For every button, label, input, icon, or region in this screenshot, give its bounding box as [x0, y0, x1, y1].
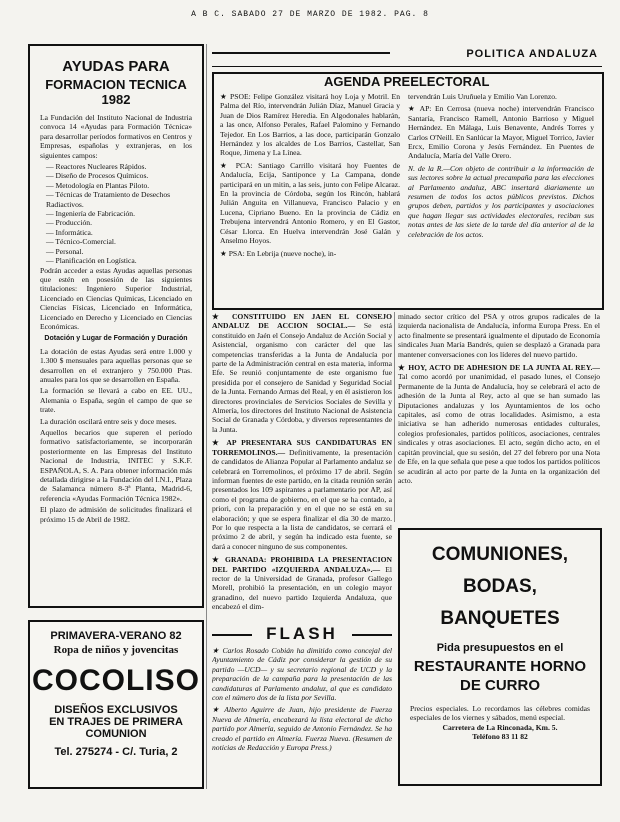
list-item: — Producción.	[46, 218, 192, 227]
list-item: — Informática.	[46, 228, 192, 237]
ayudas-duration: La duración oscilará entre seis y doce meses.	[40, 416, 177, 426]
comuniones-line9: Teléfono 83 11 82	[472, 732, 528, 742]
list-item: — Planificación en Logística.	[46, 256, 192, 265]
news-body-1: Se está constituido en Jaén el Consejo Andaluz de Acción Social y Asistencial, organismo con carácter del que las competencias transferidas a la Junta de Andalucía por parte de la Administración central en esta materia, informa Efe. Se reunió conjuntamente de este organismo fue presidida por el consejero de Sanidad y Seguridad Social de la Junta. Fernando Armas del Real, y en él asistieron los directores provinciales de Servicios Sociales de Sevilla y Almería, los directores del Instituto Nacional de Asistencia Social de Granada y Córdoba, y diversos representantes de la Junta.	[212, 321, 392, 434]
comuniones-line6: DE CURRO	[459, 677, 540, 694]
ayudas-intro: La Fundación del Instituto Nacional de Industria convoca 14 «Ayudas para Formación Técnica» para desarrollar períodos formativos en Centros y Empresas, españolas y extranjeras, en los siguientes campos:	[40, 113, 192, 160]
agenda-note: N. de la R.—Con objeto de contribuir a la información de sus lectores sobre la actual precampaña para las elecciones al Parlamento andaluz, ABC insertará diariamente un resumen de todos los actos públicos previstos. Dichos grupos deben, partidos y los participantes y asociaciones que hagan llegar sus actividades electorales, reciban sus notas antes de las siete de la tarde del día anterior al de la celebración de los actos.	[408, 163, 594, 239]
comuniones-line4: Pida presupuestos en el	[436, 642, 564, 654]
news-head-5: ★ HOY, ACTO DE ADHESION DE LA JUNTA AL REY.—	[398, 363, 600, 373]
comuniones-line3: BANQUETES	[440, 608, 560, 629]
agenda-title: AGENDA PREELECTORAL	[324, 74, 490, 89]
ayudas-place: La formación se llevará a cabo en EE. UU., Alemania o España, según el campo de que se trate.	[40, 386, 192, 415]
news-body-4: minado sector crítico del PSA y otros grupos radicales de la izquierda nacionalista de Andalucía, informa Europa Press. En el acto finalmente se presentará igualmente el diputado de Economía sindicales Juan María Bandrés, quien se desplazó a Granada para mantener conversaciones con los líderes del nuevo partido.	[398, 312, 600, 359]
section-title: POLITICA ANDALUZA	[466, 48, 598, 60]
flash-item-2: ★ Alberto Aguirre de Juan, hijo presidente de Fuerza Nueva de Almería, encabezará la lista electoral de dicho partido por Almería, seguido de Antonio Fernández. Se ha creado el partido en Almería. Fuerza Nueva. (Resumen de noticias de Redacción y Europa Press.)	[212, 705, 392, 753]
list-item: — Reactores Nucleares Rápidos.	[46, 162, 192, 171]
list-item: — Ingeniería de Fabricación.	[46, 209, 192, 218]
cocoliso-line4: EN TRAJES DE PRIMERA	[49, 716, 183, 728]
news-body-2: Definitivamente, la presentación de candidatos de Alianza Popular al Parlamento andaluz se celebrará en Torremolinos, el próximo 17 de abril. Según informan fuentes de este partido, en la citada reunión serán presentados los 109 aspirantes a parlamentario por AP, así como el programa de gobierno, en el que se ha contado, a priori, con la preparación y en el que no se está en su elaboración; y que se espera finalizar el día 30 de marzo. Por lo que respecta a la lista de candidatos, se cerrará el próximo 2 de abril, y según ha indicado esta fuente, se dará a conocer ninguno de sus componentes.	[212, 447, 392, 551]
comuniones-line7: Precios especiales. Lo recordamos las célebres comidas especiales de los viernes y sábados, menú especial.	[410, 704, 590, 723]
cocoliso-contact: Tel. 275274 - C/. Turia, 2	[54, 746, 178, 758]
agenda-psa: ★ PSA: En Lebrija (nueve noche), in-	[220, 248, 337, 258]
cocoliso-ad	[28, 620, 204, 789]
page-header: A B C. SABADO 27 DE MARZO DE 1982. PAG. 8	[191, 10, 429, 19]
list-item: — Técnico-Comercial.	[46, 237, 192, 246]
news-head-3: ★ GRANADA: PROHIBIDA LA PRESENTACION DEL PARTIDO «IZQUIERDA ANDALUZA».—	[212, 555, 392, 574]
column-divider-2	[394, 312, 395, 522]
ayudas-dotation: La dotación de estas Ayudas será entre 1.000 y 1.300 $ mensuales para aquellas personas que se desarrollen en el extranjero y 750.000 Ptas. anuales para los que se desarrollen en España.	[40, 346, 192, 384]
news-col-left	[212, 312, 392, 618]
agenda-ap: ★ AP: En Cerrosa (nueva noche) intervendrán Francisco Santaría, Francisco Ramell, Antonio Barrioso y Miguel Hernández. En Málaga, Luis Benavente, Andrés Torres y Carlos O'Neill. En Sanlúcar la Mayor, Miguel Torrico, Javier Ercx, Emilio Corona y Jesús Fernández. En Puentes de Andalucía, María del Valle Orero.	[408, 104, 594, 161]
ayudas-box	[28, 44, 204, 608]
news-head-2: ★ AP PRESENTARA SUS CANDIDATURAS EN TORREMOLINOS.—	[212, 438, 392, 457]
cocoliso-brand: COCOLISO	[31, 664, 200, 697]
ayudas-deadline: El plazo de admisión de solicitudes finalizará el próximo 15 de Abril de 1982.	[40, 505, 192, 524]
flash-item-1: ★ Carlos Rosado Cobián ha dimitido como concejal del Ayuntamiento de Cádiz por considerar la gestión de su partido —UCD— y su secretario regional de UCD y la preparación de la campaña para la presentación de las candidaturas al Parlamento andaluz, al que es candidato con el número dos de la lista por Sevilla.	[212, 646, 392, 703]
cocoliso-line3: DISEÑOS EXCLUSIVOS	[54, 704, 178, 716]
list-item: — Diseño de Procesos Químicos.	[46, 171, 192, 180]
agenda-pca: ★ PCA: Santiago Carrillo visitará hoy Fuentes de Andalucía, Ecija, Santiponce y La Campana, donde participará en un mitin, a las seis, junto con Felipe Alcaraz. En la provincia de Córdoba, según los Rincón, hablará Julián Anguita en Villanueva, Francisco Palacio y en Lucena, Cipriano Bueno. En la provincia de Cádiz en Trebujena intervendrá Antonio Romero, y en El Gastor, César Llorca. En Huelva intervendrán José Galán y Anselmo Hoyos.	[220, 160, 400, 246]
ayudas-subhead: Dotación y Lugar de Formación y Duración	[44, 335, 188, 343]
news-body-3: El rector de la Universidad de Granada, profesor Gallego Morell, prohibió la presentación, en un colegio mayor granadino, del nuevo partido Izquierda Andaluza, que encabezó el dim-	[212, 564, 392, 612]
comuniones-line5: RESTAURANTE HORNO	[413, 658, 587, 675]
cocoliso-line2: Ropa de niños y jovencitas	[53, 644, 179, 656]
section-rule	[212, 52, 390, 54]
flash-box	[212, 624, 392, 782]
agenda-psa-cont: tervendrán Luis Uruñuela y Emilio Van Lorenzo.	[408, 92, 557, 101]
comuniones-line2: BODAS,	[463, 576, 537, 597]
list-item: — Personal.	[46, 247, 192, 256]
comuniones-line8: Carretera de La Rinconada, Km. 5.	[442, 722, 558, 732]
column-divider	[206, 44, 207, 789]
ayudas-title-2: FORMACION TECNICA 1982	[45, 77, 187, 107]
news-body-5: Tal como acordó por unanimidad, el pasado lunes, el Consejo Permanente de la Junta de Andalucía, hoy se celebrará el acto de adhesión de la Junta al Rey, acto al que se han sumado las Diputaciones andaluzas y los Ayuntamientos de los ocho capitales, así como de otras localidades. Asimismo, a esta iniciativa se han adherido numerosas entidades culturales, colegios profesionales, partidos políticos, asociaciones, centrales sindicales y otras asociaciones. El acto, según dicho acto, en el capitán provincial, que su sesión, del 27 del febrero por una Nota de Efe, en la que señala que pese a que todos los partidos políticos se acudirán al acto por parte de la Junta en la organización del acto.	[398, 372, 600, 485]
comuniones-line1: COMUNIONES,	[431, 544, 569, 565]
list-item: — Técnicas de Tratamiento de Desechos Radiactivos.	[46, 190, 192, 209]
cocoliso-season: PRIMAVERA-VERANO 82	[50, 630, 182, 642]
list-item: — Metodología en Plantas Piloto.	[46, 181, 192, 190]
agenda-box	[212, 72, 604, 310]
cocoliso-line5: COMUNION	[85, 728, 147, 740]
ayudas-title-1: AYUDAS PARA	[62, 58, 170, 75]
comuniones-ad	[398, 528, 602, 786]
section-rule-2	[212, 66, 602, 67]
flash-title: FLASH	[266, 624, 338, 643]
news-head-1: ★ CONSTITUIDO EN JAEN EL CONSEJO ANDALUZ DE ACCION SOCIAL.—	[212, 312, 392, 331]
fields-list	[46, 162, 192, 265]
ayudas-eligibility: Podrán acceder a estas Ayudas aquellas personas que estén en posesión de las siguientes titulaciones: Ingeniero Superior Industrial, Licenciado en Ciencias Químicas, Licenciado en Ciencias Físicas, Licenciado en Informática, Licenciado en Derecho y Licenciado en Ciencias Económicas.	[40, 265, 192, 331]
news-col-right	[398, 312, 600, 512]
ayudas-after: Aquellos becarios que superen el período formativo satisfactoriamente, se incorporarán posteriormente en las Empresas del Instituto Nacional de Industria, INITEC y S.K.F. ESPAÑOLA, S. A. Para obtener información más detallada dirigirse a la Fundación del I.N.I., Plaza de Salamanca número 8-3ª Planta, Madrid-6, referencia «Ayudas Formación Técnica 1982».	[40, 428, 192, 503]
agenda-psoe: ★ PSOE: Felipe González visitará hoy Loja y Motril. En Palma del Río, intervendrán Julián Díaz, Manuel Gracia y Juan de Dios Ramírez Heredia. En Algodonales hablarán, a las once, Alfonso Perales, Rafael Palomino y Fernando Tejedor. En Los Barrios, a las doce, participarán Gonzalo Hernández y los alcaldes de Los Barrios, Castellar, San Roque, Jimena y La Línea.	[220, 92, 400, 158]
